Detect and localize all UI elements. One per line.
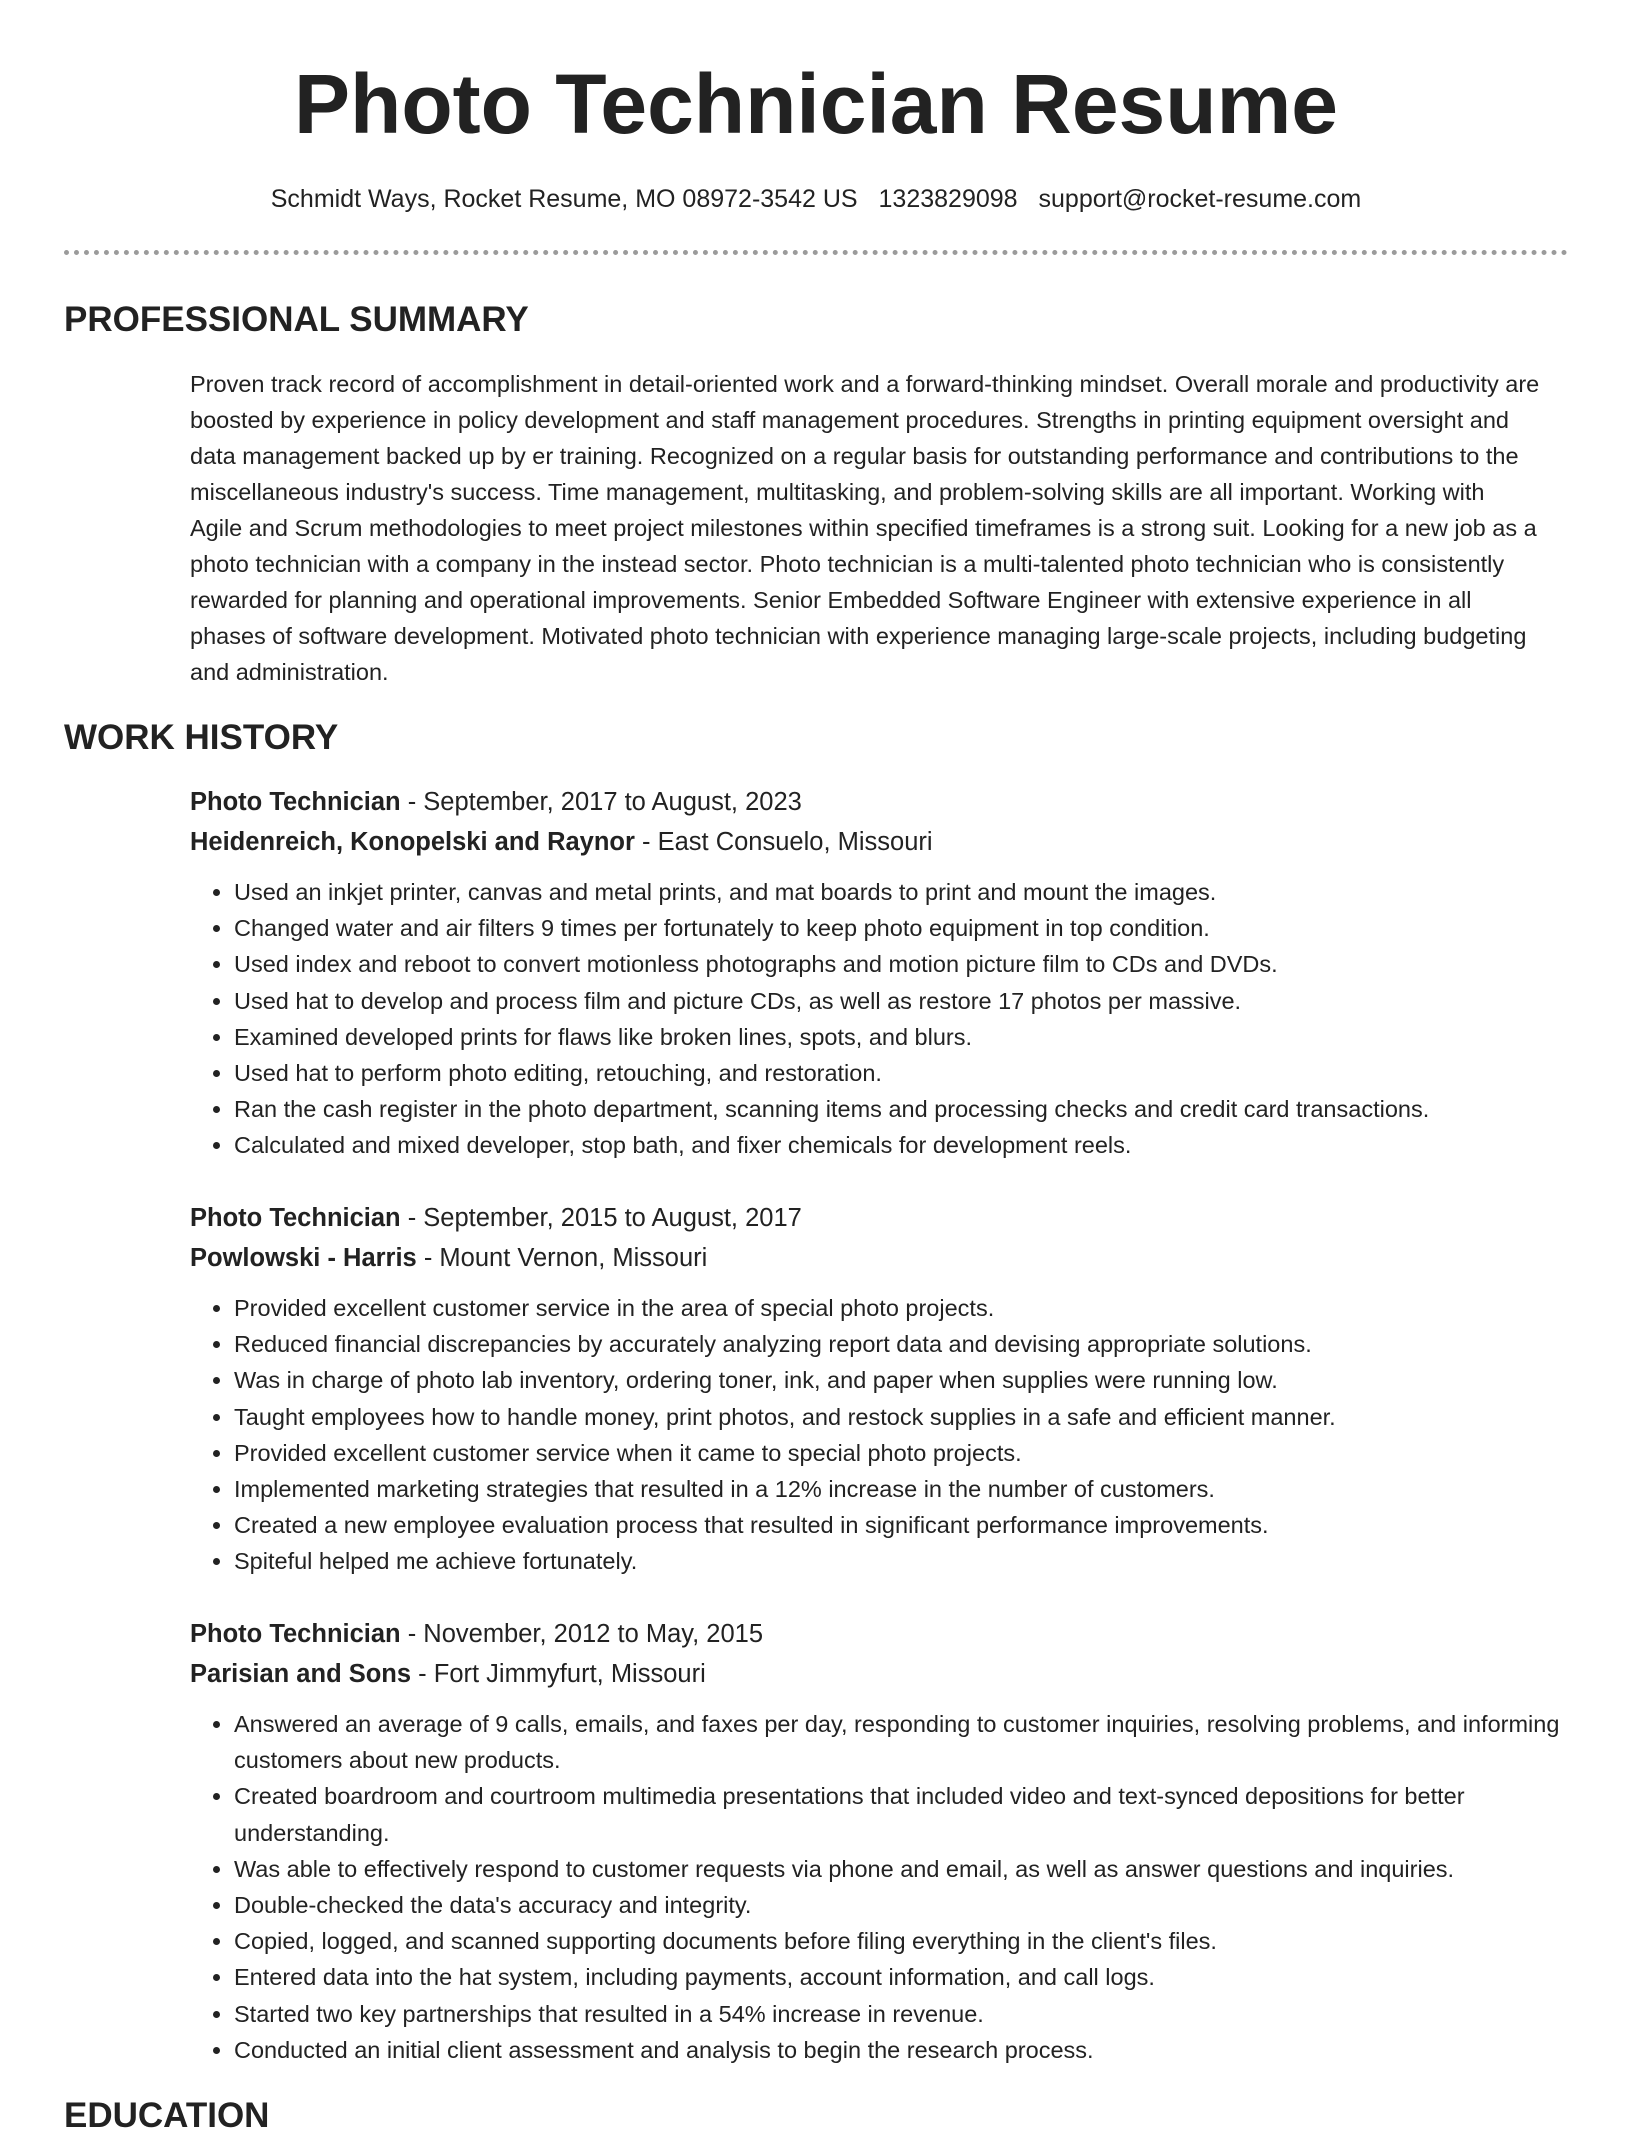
job-entry <box>190 1614 1570 2068</box>
job-title-line <box>190 782 1570 822</box>
job-bullet: • Answered an average of 9 calls, emails, and faxes per day, responding to customer inquiries, resolving problems, and informing customers about new products. <box>234 1706 1570 1778</box>
job-company: Heidenreich, Konopelski and Raynor <box>190 828 635 856</box>
job-company-line <box>190 1238 1570 1278</box>
job-bullets <box>190 1706 1570 2068</box>
job-entry <box>190 782 1570 1164</box>
contact-line <box>0 182 1632 216</box>
job-bullet: • Taught employees how to handle money, print photos, and restock supplies in a safe and efficient manner. <box>234 1399 1570 1435</box>
job-entry <box>190 1198 1570 1580</box>
job-bullets <box>190 1290 1570 1580</box>
job-title-line <box>190 1614 1570 1654</box>
summary-text: Proven track record of accomplishment in detail-oriented work and a forward-thinking mindset. Overall morale and productivity are boosted by experience in policy development and staff management procedures. Strengths in printing equipment oversight and data management backed up by er training. Recognized on a regular basis for outstanding performance and contributions to the miscellaneous industry's success. Time management, multitasking, and problem-solving skills are all important. Working with Agile and Scrum methodologies to meet project milestones within specified timeframes is a strong suit. Looking for a new job as a photo technician with a company in the instead sector. Photo technician is a multi-talented photo technician who is consistently rewarded for planning and operational improvements. Senior Embedded Software Engineer with extensive experience in all phases of software development. Motivated photo technician with experience managing large-scale projects, including budgeting and administration. <box>190 371 1540 685</box>
job-bullet: • Copied, logged, and scanned supporting documents before filing everything in the client's files. <box>234 1923 1570 1959</box>
job-bullet: • Conducted an initial client assessment and analysis to begin the research process. <box>234 2032 1570 2068</box>
job-bullet: • Provided excellent customer service in the area of special photo projects. <box>234 1290 1570 1326</box>
job-bullet: • Provided excellent customer service when it came to special photo projects. <box>234 1435 1570 1471</box>
contact-address: Schmidt Ways, Rocket Resume, MO 08972-3542 US <box>270 185 858 213</box>
job-bullet: • Used index and reboot to convert motionless photographs and motion picture film to CDs and DVDs. <box>234 946 1570 982</box>
summary-heading: PROFESSIONAL SUMMARY <box>64 300 529 339</box>
job-bullet: • Double-checked the data's accuracy and integrity. <box>234 1887 1570 1923</box>
job-company-line <box>190 1654 1570 1694</box>
contact-email: support@rocket-resume.com <box>1038 185 1362 213</box>
job-bullet: • Ran the cash register in the photo department, scanning items and processing checks and credit card transactions. <box>234 1091 1570 1127</box>
job-company-line <box>190 822 1570 862</box>
job-bullet: • Spiteful helped me achieve fortunately. <box>234 1543 1570 1579</box>
job-bullet: • Entered data into the hat system, including payments, account information, and call logs. <box>234 1959 1570 1995</box>
job-title: Photo Technician <box>190 788 401 816</box>
job-bullet: • Was able to effectively respond to customer requests via phone and email, as well as answer questions and inquiries. <box>234 1851 1570 1887</box>
job-bullet: • Started two key partnerships that resulted in a 54% increase in revenue. <box>234 1996 1570 2032</box>
job-dates: - September, 2017 to August, 2023 <box>400 788 802 816</box>
education-heading: EDUCATION <box>64 2096 270 2135</box>
job-bullets <box>190 874 1570 1164</box>
job-title-line <box>190 1198 1570 1238</box>
job-bullet: • Examined developed prints for flaws like broken lines, spots, and blurs. <box>234 1019 1570 1055</box>
job-bullet: • Reduced financial discrepancies by accurately analyzing report data and devising appropriate solutions. <box>234 1326 1570 1362</box>
contact-phone: 1323829098 <box>878 185 1018 213</box>
job-title: Photo Technician <box>190 1204 401 1232</box>
work-history-heading: WORK HISTORY <box>64 718 339 757</box>
job-location: - Fort Jimmyfurt, Missouri <box>411 1660 706 1688</box>
job-dates: - September, 2015 to August, 2017 <box>400 1204 802 1232</box>
job-bullet: • Used an inkjet printer, canvas and metal prints, and mat boards to print and mount the images. <box>234 874 1570 910</box>
job-bullet: • Was in charge of photo lab inventory, ordering toner, ink, and paper when supplies were running low. <box>234 1362 1570 1398</box>
job-company: Powlowski - Harris <box>190 1244 417 1272</box>
job-bullet: • Implemented marketing strategies that resulted in a 12% increase in the number of customers. <box>234 1471 1570 1507</box>
job-dates: - November, 2012 to May, 2015 <box>400 1620 764 1648</box>
job-bullet: • Changed water and air filters 9 times per fortunately to keep photo equipment in top condition. <box>234 910 1570 946</box>
job-location: - East Consuelo, Missouri <box>634 828 933 856</box>
job-bullet: • Used hat to develop and process film and picture CDs, as well as restore 17 photos per massive. <box>234 983 1570 1019</box>
job-bullet: • Used hat to perform photo editing, retouching, and restoration. <box>234 1055 1570 1091</box>
job-company: Parisian and Sons <box>190 1660 412 1688</box>
job-title: Photo Technician <box>190 1620 401 1648</box>
header-divider <box>64 250 1568 255</box>
job-bullet: • Created a new employee evaluation process that resulted in significant performance improvements. <box>234 1507 1570 1543</box>
resume-title: Photo Technician Resume <box>294 57 1338 151</box>
job-bullet: • Created boardroom and courtroom multimedia presentations that included video and text-synced depositions for better understanding. <box>234 1778 1570 1850</box>
job-bullet: • Calculated and mixed developer, stop bath, and fixer chemicals for development reels. <box>234 1127 1570 1163</box>
job-location: - Mount Vernon, Missouri <box>416 1244 708 1272</box>
